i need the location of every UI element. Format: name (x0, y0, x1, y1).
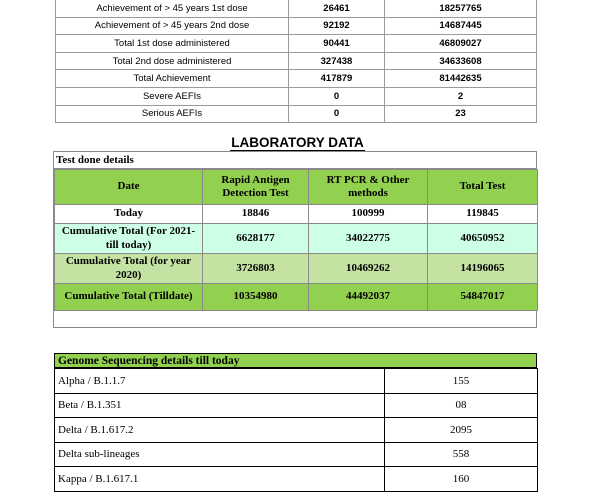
table-row (55, 284, 538, 311)
cell-value: 14196065 (428, 254, 538, 284)
cell-value: 26461 (289, 0, 385, 17)
row-label: Total Achievement (56, 70, 289, 88)
cell-value: 23 (385, 105, 537, 123)
cell-value: 81442635 (385, 70, 537, 88)
cell-value: 46809027 (385, 35, 537, 53)
row-label: Total 2nd dose administered (56, 52, 289, 70)
row-label: Cumulative Total (Tilldate) (55, 284, 203, 311)
cell-value: 10354980 (203, 284, 309, 311)
variant-count: 558 (385, 442, 538, 467)
row-label: Serious AEFIs (56, 105, 289, 123)
variant-count: 2095 (385, 418, 538, 443)
column-header-rat: Rapid Antigen Detection Test (203, 170, 309, 205)
column-header-date: Date (55, 170, 203, 205)
table-row (56, 0, 537, 17)
cell-value: 0 (289, 105, 385, 123)
variant-name: Kappa / B.1.617.1 (55, 467, 385, 492)
table-row (55, 418, 538, 443)
row-label: Today (55, 205, 203, 224)
row-label: Cumulative Total (For 2021- till today) (55, 224, 203, 254)
table-row (55, 442, 538, 467)
laboratory-table (53, 151, 537, 328)
cell-value: 18257765 (385, 0, 537, 17)
row-label: Achievement of > 45 years 1st dose (56, 0, 289, 17)
cell-value: 34633608 (385, 52, 537, 70)
empty-space (54, 311, 536, 335)
column-header-total: Total Test (428, 170, 538, 205)
table-row (56, 87, 537, 105)
table-row (55, 467, 538, 492)
cell-value: 18846 (203, 205, 309, 224)
cell-value: 119845 (428, 205, 538, 224)
row-label: Achievement of > 45 years 2nd dose (56, 17, 289, 35)
row-label: Severe AEFIs (56, 87, 289, 105)
table-row (55, 254, 538, 284)
table-caption (54, 152, 536, 169)
cell-value: 14687445 (385, 17, 537, 35)
cell-value: 3726803 (203, 254, 309, 284)
table-row (56, 17, 537, 35)
cell-value: 34022775 (309, 224, 428, 254)
table-row (56, 35, 537, 53)
cell-value: 417879 (289, 70, 385, 88)
genome-table-title: Genome Sequencing details till today (54, 353, 537, 368)
cell-value: 90441 (289, 35, 385, 53)
cell-value: 100999 (309, 205, 428, 224)
cell-value: 327438 (289, 52, 385, 70)
table-row (56, 52, 537, 70)
variant-count: 155 (385, 369, 538, 394)
table-row (56, 105, 537, 123)
cell-value: 40650952 (428, 224, 538, 254)
vaccination-table (55, 0, 536, 123)
table-row (55, 393, 538, 418)
cell-value: 6628177 (203, 224, 309, 254)
table-row (55, 205, 538, 224)
row-label: Cumulative Total (for year 2020) (55, 254, 203, 284)
section-title: LABORATORY DATA (231, 135, 364, 150)
variant-name: Beta / B.1.351 (55, 393, 385, 418)
table-row (55, 224, 538, 254)
variant-count: 08 (385, 393, 538, 418)
variant-name: Alpha / B.1.1.7 (55, 369, 385, 394)
cell-value: 10469262 (309, 254, 428, 284)
variant-count: 160 (385, 467, 538, 492)
cell-value: 44492037 (309, 284, 428, 311)
cell-value: 92192 (289, 17, 385, 35)
row-label: Total 1st dose administered (56, 35, 289, 53)
laboratory-heading (0, 134, 595, 152)
cell-value: 0 (289, 87, 385, 105)
table-row (56, 70, 537, 88)
cell-value: 2 (385, 87, 537, 105)
variant-name: Delta / B.1.617.2 (55, 418, 385, 443)
column-header-rtpcr: RT PCR & Other methods (309, 170, 428, 205)
cell-value: 54847017 (428, 284, 538, 311)
caption-text: Test done details (56, 154, 134, 166)
genome-sequencing-table (54, 353, 537, 492)
table-header-row (55, 170, 538, 205)
table-row (55, 369, 538, 394)
variant-name: Delta sub-lineages (55, 442, 385, 467)
